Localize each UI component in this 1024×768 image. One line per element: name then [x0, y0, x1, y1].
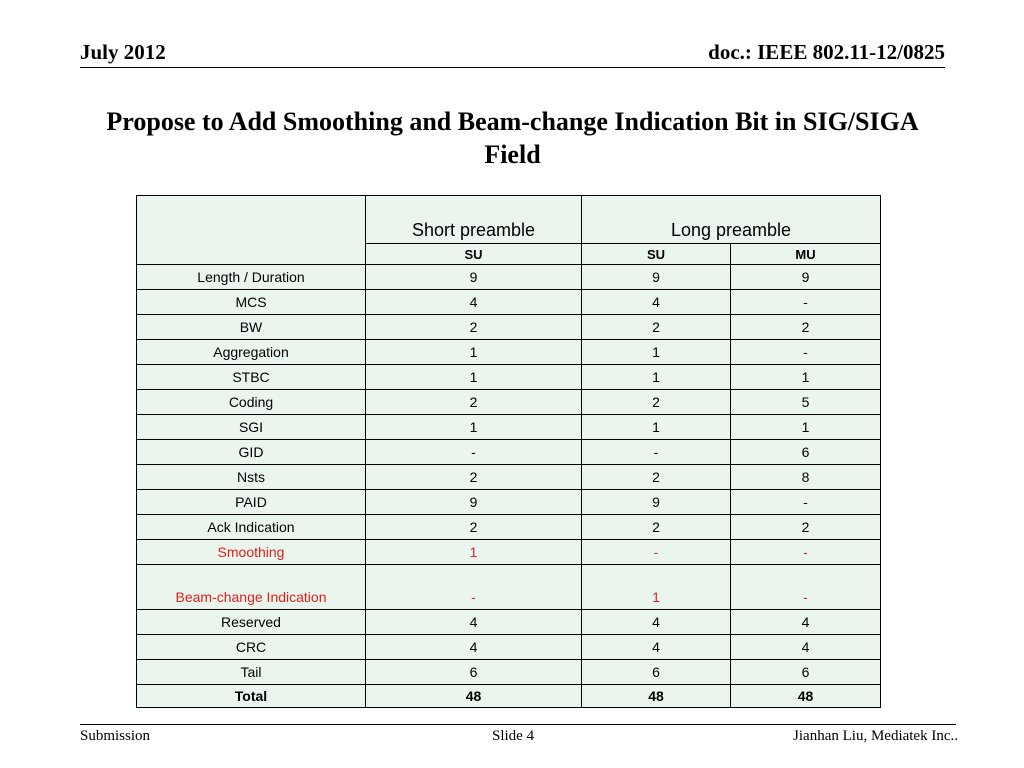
row-label: STBC — [137, 365, 366, 390]
row-label: Beam-change Indication — [137, 565, 366, 610]
row-label: Aggregation — [137, 340, 366, 365]
table-row — [137, 540, 881, 565]
table-row — [137, 565, 881, 610]
cell-long-mu: 4 — [731, 610, 881, 635]
cell-short-su: - — [366, 565, 582, 610]
table-row — [137, 265, 881, 290]
table-row — [137, 465, 881, 490]
cell-long-mu: 4 — [731, 635, 881, 660]
row-label: GID — [137, 440, 366, 465]
cell-long-su: 4 — [582, 610, 731, 635]
cell-short-su: 9 — [366, 265, 582, 290]
cell-short-su: 1 — [366, 340, 582, 365]
cell-long-su: 1 — [582, 340, 731, 365]
cell-short-su: 1 — [366, 540, 582, 565]
table-row — [137, 440, 881, 465]
cell-short-su: 2 — [366, 465, 582, 490]
footer-submission: Submission — [80, 728, 151, 744]
cell-long-su: 2 — [582, 315, 731, 340]
cell-short-su: 4 — [366, 290, 582, 315]
table-row — [137, 515, 881, 540]
row-label: CRC — [137, 635, 366, 660]
cell-long-su: 2 — [582, 465, 731, 490]
row-label: Coding — [137, 390, 366, 415]
cell-short-su: 2 — [366, 390, 582, 415]
total-short-su: 48 — [366, 685, 582, 708]
cell-short-su: - — [366, 440, 582, 465]
table-row — [137, 340, 881, 365]
row-label: Tail — [137, 660, 366, 685]
cell-long-su: 6 — [582, 660, 731, 685]
row-label: Smoothing — [137, 540, 366, 565]
cell-long-su: 9 — [582, 490, 731, 515]
cell-short-su: 9 — [366, 490, 582, 515]
cell-long-mu: - — [731, 490, 881, 515]
sub-header-short-su: SU — [366, 244, 582, 265]
sub-header-long-mu: MU — [731, 244, 881, 265]
row-label: Length / Duration — [137, 265, 366, 290]
total-label: Total — [137, 685, 366, 708]
cell-long-su: 4 — [582, 290, 731, 315]
row-label: SGI — [137, 415, 366, 440]
header-doc-number: doc.: IEEE 802.11-12/0825 — [708, 40, 945, 64]
table-row — [137, 610, 881, 635]
cell-long-mu: 9 — [731, 265, 881, 290]
cell-long-mu: 1 — [731, 365, 881, 390]
total-long-su: 48 — [582, 685, 731, 708]
row-label: BW — [137, 315, 366, 340]
table-row — [137, 415, 881, 440]
table-body — [137, 265, 881, 685]
cell-long-mu: 6 — [731, 660, 881, 685]
cell-short-su: 4 — [366, 610, 582, 635]
cell-short-su: 2 — [366, 315, 582, 340]
slide-title: Propose to Add Smoothing and Beam-change Indication Bit in SIG/SIGA Field — [106, 107, 919, 169]
cell-long-su: 9 — [582, 265, 731, 290]
cell-long-su: - — [582, 540, 731, 565]
cell-long-mu: 8 — [731, 465, 881, 490]
cell-short-su: 4 — [366, 635, 582, 660]
cell-long-mu: - — [731, 540, 881, 565]
total-row — [137, 685, 881, 708]
short-preamble-header: Short preamble — [366, 196, 582, 244]
cell-long-su: 2 — [582, 515, 731, 540]
table-row — [137, 635, 881, 660]
cell-long-mu: 6 — [731, 440, 881, 465]
table-corner-cell — [137, 196, 366, 265]
cell-long-mu: - — [731, 565, 881, 610]
cell-long-mu: - — [731, 340, 881, 365]
table-row — [137, 365, 881, 390]
cell-long-su: - — [582, 440, 731, 465]
cell-long-mu: 2 — [731, 315, 881, 340]
footer-author: Jianhan Liu, Mediatek Inc.. — [793, 728, 958, 744]
cell-long-mu: 1 — [731, 415, 881, 440]
cell-short-su: 1 — [366, 365, 582, 390]
row-label: Nsts — [137, 465, 366, 490]
table-row — [137, 290, 881, 315]
row-label: PAID — [137, 490, 366, 515]
row-label: Ack Indication — [137, 515, 366, 540]
total-long-mu: 48 — [731, 685, 881, 708]
cell-long-mu: 5 — [731, 390, 881, 415]
cell-long-mu: - — [731, 290, 881, 315]
header-rule — [80, 67, 945, 68]
table-row — [137, 490, 881, 515]
cell-long-su: 2 — [582, 390, 731, 415]
cell-long-su: 1 — [582, 565, 731, 610]
sub-header-long-su: SU — [582, 244, 731, 265]
cell-short-su: 6 — [366, 660, 582, 685]
long-preamble-header: Long preamble — [582, 196, 881, 244]
cell-short-su: 1 — [366, 415, 582, 440]
table-row — [137, 390, 881, 415]
table-row — [137, 315, 881, 340]
footer-slide-number: Slide 4 — [492, 728, 535, 744]
sig-field-table — [136, 195, 881, 708]
cell-long-su: 1 — [582, 415, 731, 440]
header-date: July 2012 — [80, 40, 166, 64]
table-row — [137, 660, 881, 685]
row-label: MCS — [137, 290, 366, 315]
cell-short-su: 2 — [366, 515, 582, 540]
cell-long-su: 4 — [582, 635, 731, 660]
footer-rule — [80, 724, 956, 725]
cell-long-mu: 2 — [731, 515, 881, 540]
row-label: Reserved — [137, 610, 366, 635]
cell-long-su: 1 — [582, 365, 731, 390]
